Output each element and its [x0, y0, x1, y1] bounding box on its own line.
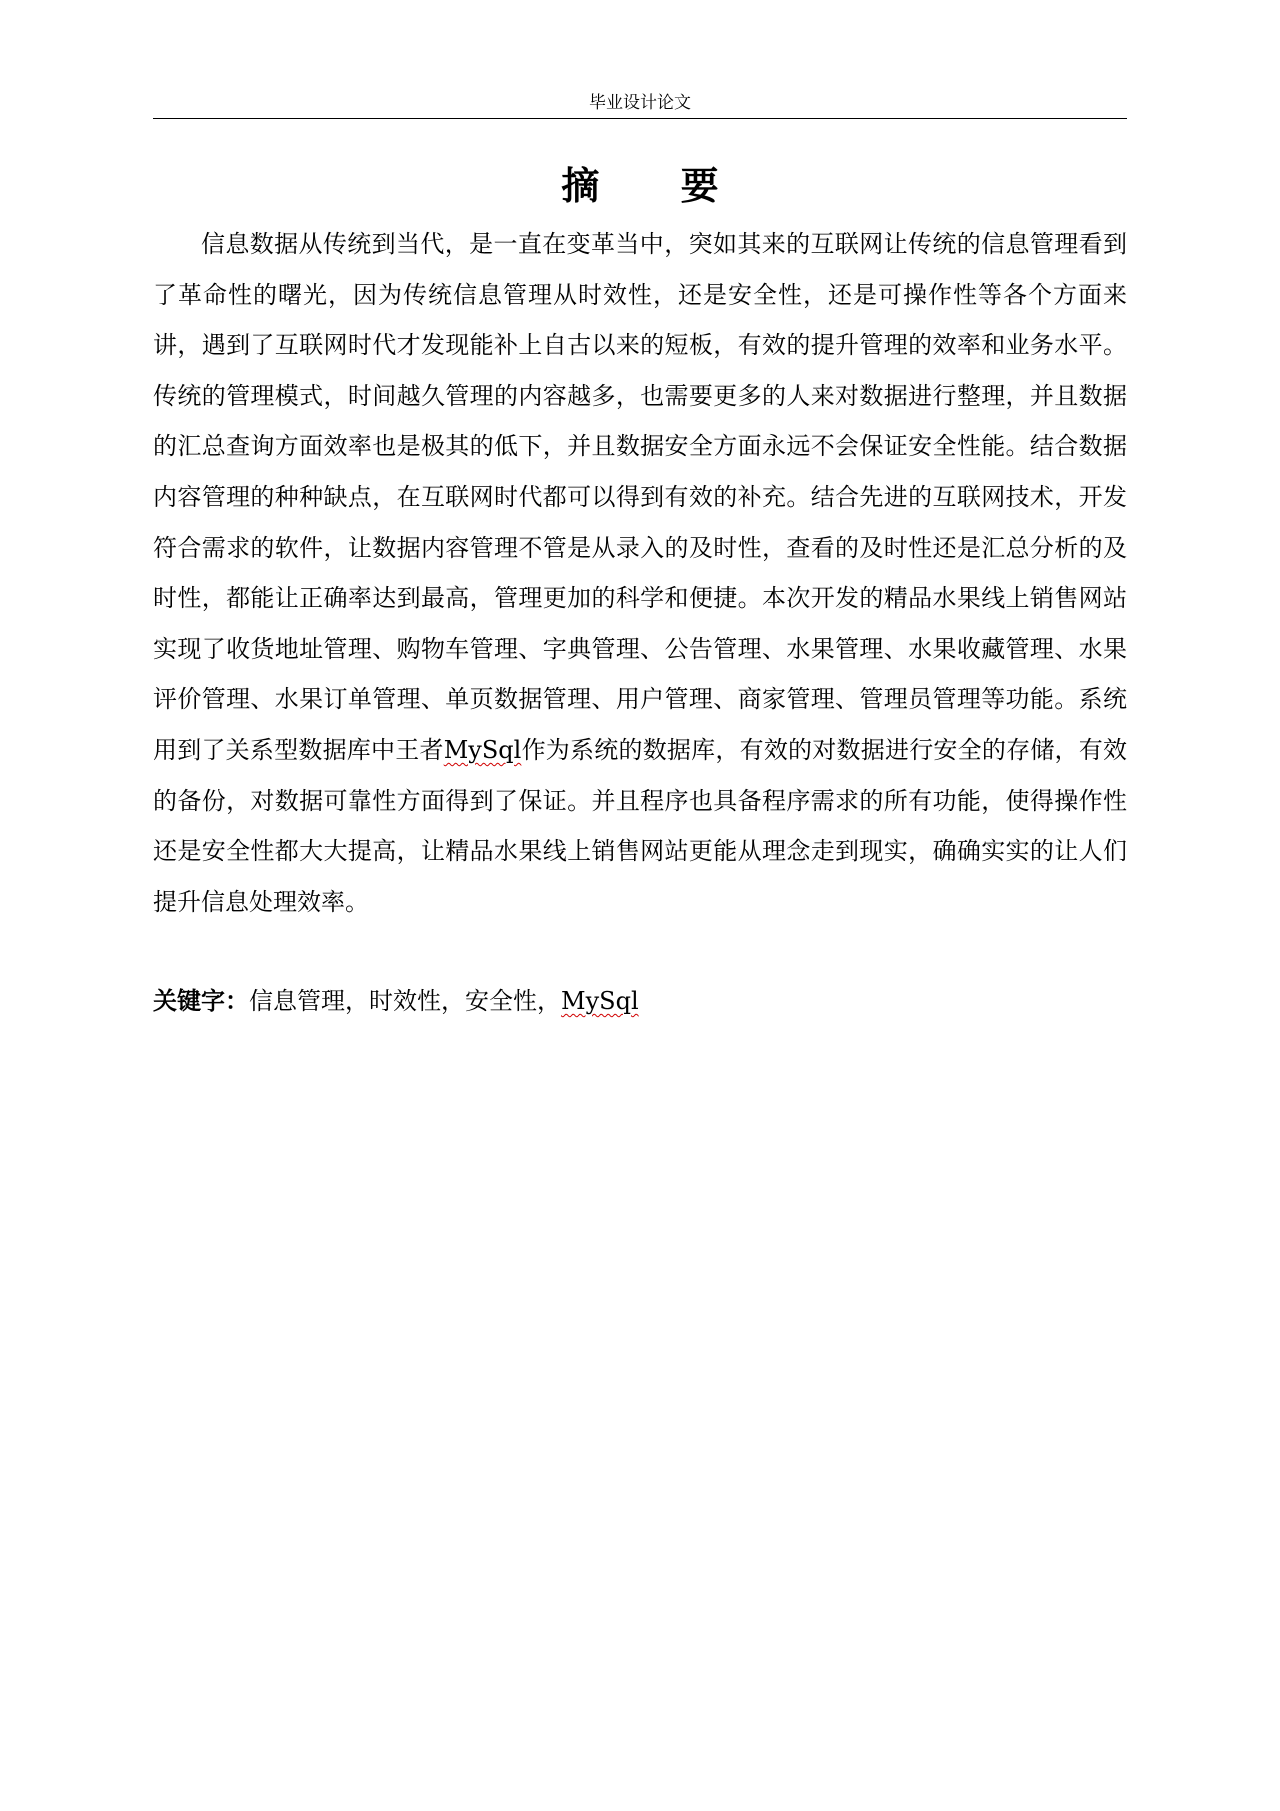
abstract-text-part1: 信息数据从传统到当代，是一直在变革当中，突如其来的互联网让传统的信息管理看到了革命性的曙光，因为传统信息管理从时效性，还是安全性，还是可操作性等各个方面来讲，遇到了互联网时代才发现能补上自古以来的短板，有效的提升管理的效率和业务水平。传统的管理模式，时间越久管理的内容越多，也需要更多的人来对数据进行整理，并且数据的汇总查询方面效率也是极其的低下，并且数据安全方面永远不会保证安全性能。结合数据内容管理的种种缺点，在互联网时代都可以得到有效的补充。结合先进的互联网技术，开发符合需求的软件，让数据内容管理不管是从录入的及时性，查看的及时性还是汇总分析的及时性，都能让正确率达到最高，管理更加的科学和便捷。本次开发的精品水果线上销售网站实现了收货地址管理、购物车管理、字典管理、公告管理、水果管理、水果收藏管理、水果评价管理、水果订单管理、单页数据管理、用户管理、商家管理、管理员管理等功能。系统用到了关系型数据库中王者	[153, 230, 1127, 764]
abstract-text-part2: 作为系统的数据库，有效的对数据进行安全的存储，有效的备份，对数据可靠性方面得到了保证。并且程序也具备程序需求的所有功能，使得操作性还是安全性都大大提高，让精品水果线上销售网站更能从理念走到现实，确确实实的让人们提升信息处理效率。	[153, 735, 1128, 916]
keywords-term-mysql: MySql	[561, 987, 639, 1015]
keywords-line	[153, 976, 1127, 1026]
header-text: 毕业设计论文	[589, 93, 691, 113]
page-header	[153, 88, 1127, 119]
abstract-term-mysql: MySql	[443, 735, 522, 764]
keywords-text: 信息管理，时效性，安全性，	[249, 987, 561, 1015]
abstract-paragraph	[153, 219, 1127, 927]
keywords-label: 关键字：	[153, 986, 249, 1015]
abstract-title: 摘 要	[561, 163, 753, 208]
